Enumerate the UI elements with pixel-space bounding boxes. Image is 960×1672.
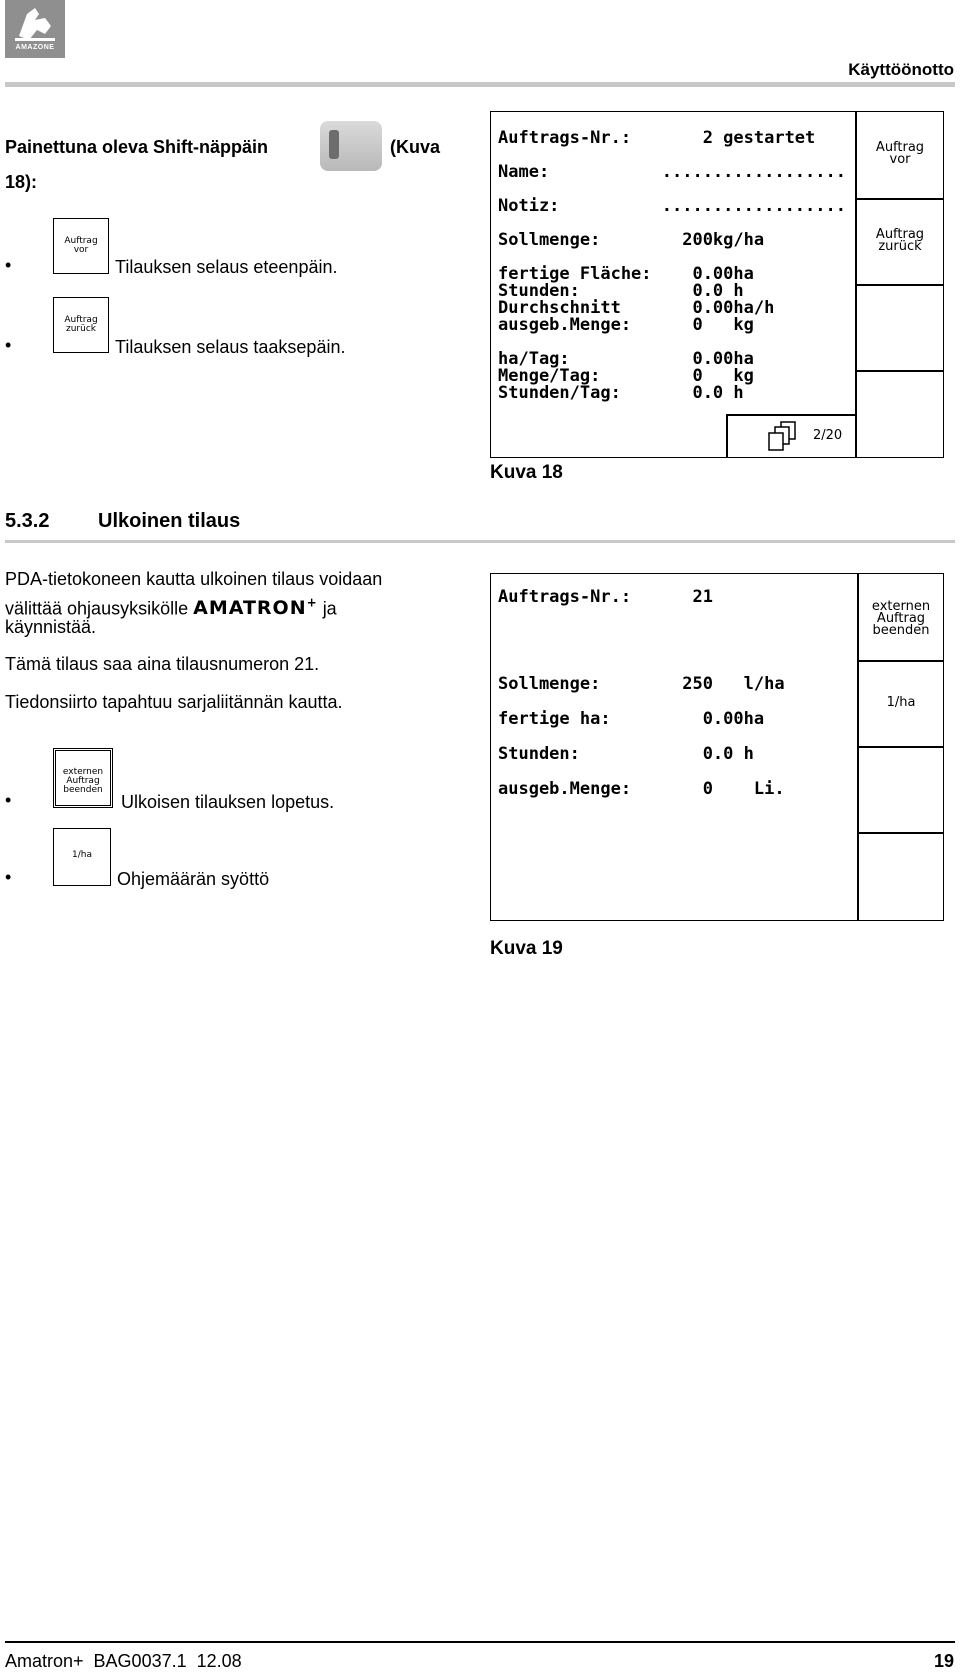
key-label: Auftrag xyxy=(64,315,98,325)
screen-key-divider xyxy=(857,660,943,662)
screen-key-target-rate[interactable] xyxy=(859,697,943,709)
key-label: zurück xyxy=(66,324,96,334)
auftrag-zurueck-key[interactable] xyxy=(53,297,109,353)
para2: Tämä tilaus saa aina tilausnumeron 21. xyxy=(5,654,320,674)
intro-line1-tail: (Kuva xyxy=(390,137,441,157)
key-label: Auftrag xyxy=(66,776,100,786)
intro-line1: Painettuna oleva Shift-näppäin xyxy=(5,137,269,157)
para1-text: välittää ohjausyksikölle xyxy=(5,598,189,619)
screen-line: Notiz: .................. xyxy=(498,196,846,216)
screen-status-divider xyxy=(726,414,856,416)
logo-text: AMAZONE xyxy=(15,44,55,51)
screen-key-divider xyxy=(857,746,943,748)
screen-line: Name: .................. xyxy=(498,162,846,182)
para1-line3: käynnistää. xyxy=(5,617,97,637)
bullet-text-forward: Tilauksen selaus eteenpäin. xyxy=(115,257,338,277)
key-label: Auftrag xyxy=(876,611,926,626)
key-label: 1/ha xyxy=(886,695,916,710)
figure-caption-19: Kuva 19 xyxy=(490,938,563,959)
bullet-text-back: Tilauksen selaus taaksepäin. xyxy=(115,337,346,357)
key-label: zurück xyxy=(878,239,922,254)
bullet-text-end-external: Ulkoisen tilauksen lopetus. xyxy=(121,792,335,812)
footer-rule xyxy=(5,1641,955,1643)
screen-key-divider xyxy=(855,198,943,200)
screen-line: ausgeb.Menge: 0 Li. xyxy=(498,779,785,799)
terminal-screen-external-order xyxy=(490,573,944,921)
screen-line: Sollmenge: 250 l/ha xyxy=(498,674,785,694)
key-label: externen xyxy=(871,599,931,614)
screen-line: Auftrags-Nr.: 21 xyxy=(498,587,713,607)
screen-key-divider xyxy=(855,370,943,372)
bullet-text-target-rate: Ohjemäärän syöttö xyxy=(117,869,270,889)
key-label: beenden xyxy=(63,785,103,795)
screen-status-divider xyxy=(726,414,728,457)
key-label: Auftrag xyxy=(64,236,98,246)
chapter-title: Käyttöönotto xyxy=(848,60,954,79)
screen-line: fertige ha: 0.00ha xyxy=(498,709,765,729)
screen-key-externen-auftrag-beenden[interactable] xyxy=(859,601,943,637)
footer-doc-id: Amatron+ BAG0037.1 12.08 xyxy=(5,1651,242,1671)
bullet-dot-1: • xyxy=(5,255,12,275)
order-pages-icon xyxy=(768,421,798,453)
header-rule xyxy=(5,82,955,87)
key-label: externen xyxy=(62,767,104,777)
section-number: 5.3.2 xyxy=(5,510,50,532)
figure-caption-18: Kuva 18 xyxy=(490,462,563,483)
screen-line: ausgeb.Menge: 0 kg xyxy=(498,315,754,335)
screen-line: Durchschnitt 0.00ha/h xyxy=(498,298,775,318)
order-page-count: 2/20 xyxy=(813,428,843,443)
key-label: beenden xyxy=(872,623,930,638)
key-label: Auftrag xyxy=(875,140,925,155)
amazone-logo xyxy=(5,0,65,58)
screen-line: ha/Tag: 0.00ha xyxy=(498,349,754,369)
para1-line1: PDA-tietokoneen kautta ulkoinen tilaus voidaan xyxy=(5,569,383,589)
bullet-dot-2: • xyxy=(5,335,12,355)
screen-key-divider xyxy=(855,284,943,286)
target-rate-key[interactable] xyxy=(53,828,111,886)
screen-line: Stunden: 0.0 h xyxy=(498,281,744,301)
screen-key-auftrag-zurueck[interactable] xyxy=(857,229,943,253)
screen-line: Sollmenge: 200kg/ha xyxy=(498,230,765,250)
footer-page-number: 19 xyxy=(933,1651,954,1671)
shift-key-icon xyxy=(320,121,382,171)
screen-line: Stunden: 0.0 h xyxy=(498,744,754,764)
terminal-screen-order xyxy=(490,111,944,458)
key-label: 1/ha xyxy=(72,850,92,860)
intro-line2: 18): xyxy=(5,172,38,192)
bullet-dot-3: • xyxy=(5,790,12,810)
bullet-dot-4: • xyxy=(5,867,12,887)
brand-name: AMATRON xyxy=(193,597,307,620)
para1-text-tail: ja xyxy=(322,598,337,619)
screen-line: Stunden/Tag: 0.0 h xyxy=(498,383,744,403)
para3: Tiedonsiirto tapahtuu sarjaliitännän kautta. xyxy=(5,692,343,712)
section-rule xyxy=(5,540,955,543)
brand-plus: + xyxy=(306,596,318,610)
key-label: vor xyxy=(889,152,911,167)
section-title: Ulkoinen tilaus xyxy=(98,510,241,532)
auftrag-vor-key[interactable] xyxy=(53,218,109,274)
screen-key-divider xyxy=(857,832,943,834)
amatron-brand xyxy=(193,597,318,619)
key-label: Auftrag xyxy=(875,227,925,242)
screen-line: Auftrags-Nr.: 2 gestartet xyxy=(498,128,816,148)
key-label: vor xyxy=(73,245,89,255)
screen-line: Menge/Tag: 0 kg xyxy=(498,366,754,386)
screen-key-auftrag-vor[interactable] xyxy=(857,142,943,166)
externen-auftrag-beenden-key[interactable] xyxy=(53,748,113,808)
screen-line: fertige Fläche: 0.00ha xyxy=(498,264,754,284)
